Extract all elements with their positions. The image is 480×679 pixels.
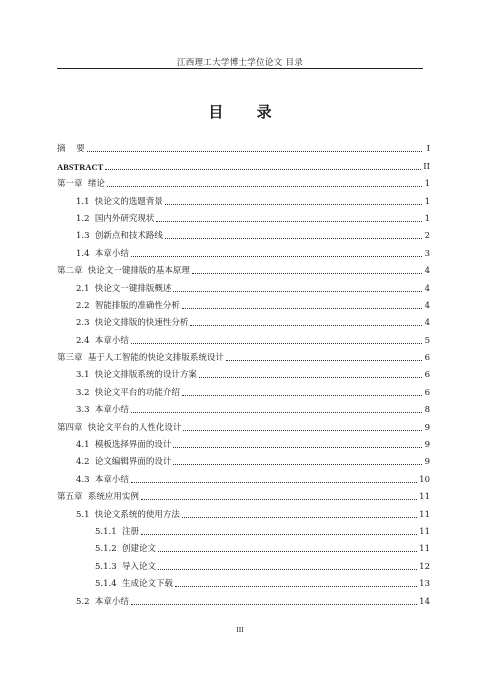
toc-entry-number: 2.1 bbox=[76, 283, 95, 294]
toc-entry-number: 1.2 bbox=[76, 213, 95, 224]
toc-entry-title: 创建论文 bbox=[122, 544, 157, 555]
toc-entry[interactable] bbox=[57, 416, 430, 433]
toc-entry[interactable] bbox=[57, 277, 430, 294]
toc-entry-page: 4 bbox=[424, 283, 430, 294]
toc-entry-page: 12 bbox=[419, 561, 430, 572]
toc-entry-page: 4 bbox=[424, 266, 430, 277]
toc-entry[interactable] bbox=[57, 155, 430, 172]
toc-entry[interactable] bbox=[57, 242, 430, 259]
toc-entry-title: 生成论文下载 bbox=[122, 579, 174, 590]
toc-entry-title: ABSTRACT bbox=[57, 161, 104, 172]
toc-entry-page: 9 bbox=[424, 457, 430, 468]
toc-entry-page: 6 bbox=[424, 387, 430, 398]
toc-entry-number: 第四章 bbox=[57, 422, 88, 433]
dot-leader bbox=[165, 203, 422, 205]
toc-entry[interactable] bbox=[57, 138, 430, 155]
toc-entry-title: 快论文系统的使用方法 bbox=[94, 509, 180, 520]
page-number: III bbox=[236, 625, 244, 634]
toc-entry[interactable] bbox=[57, 173, 430, 190]
toc-entry-page: 6 bbox=[424, 370, 430, 381]
toc-entry[interactable] bbox=[57, 434, 430, 451]
dot-leader bbox=[175, 585, 417, 587]
toc-entry-title: 摘 要 bbox=[57, 144, 85, 155]
toc-entry[interactable] bbox=[57, 347, 430, 364]
toc-entry-number: 5.1.1 bbox=[95, 526, 123, 537]
toc-entry-title: 本章小结 bbox=[94, 405, 129, 416]
toc-entry-title: 快论文平台的人性化设计 bbox=[87, 422, 182, 433]
toc-entry[interactable] bbox=[57, 590, 430, 607]
toc-entry-page: 1 bbox=[424, 179, 430, 190]
toc-entry[interactable] bbox=[57, 329, 430, 346]
toc-entry[interactable] bbox=[57, 208, 430, 225]
dot-leader bbox=[131, 342, 422, 344]
toc-entry-number: 3.3 bbox=[76, 405, 95, 416]
toc-entry-title: 创新点和技术路线 bbox=[94, 231, 163, 242]
toc-entry[interactable] bbox=[57, 364, 430, 381]
toc-entry-title: 国内外研究现状 bbox=[94, 213, 155, 224]
dot-leader bbox=[182, 516, 417, 518]
toc-entry-title: 本章小结 bbox=[94, 335, 129, 346]
toc-entry-page: 2 bbox=[424, 231, 430, 242]
toc-entry-number: 5.1.3 bbox=[95, 561, 123, 572]
toc-entry[interactable] bbox=[57, 451, 430, 468]
toc-entry-number: 3.1 bbox=[76, 370, 95, 381]
toc-entry-title: 基于人工智能的快论文排版系统设计 bbox=[87, 353, 224, 364]
toc-entry[interactable] bbox=[57, 399, 430, 416]
toc-entry-page: 13 bbox=[419, 579, 430, 590]
dot-leader bbox=[182, 394, 422, 396]
toc-entry-page: II bbox=[423, 161, 430, 172]
toc-entry-title: 注册 bbox=[122, 526, 140, 537]
toc-entry[interactable] bbox=[57, 260, 430, 277]
toc-entry-title: 导入论文 bbox=[122, 561, 157, 572]
toc-entry-number: 2.4 bbox=[76, 335, 95, 346]
toc-entry-page: 10 bbox=[419, 474, 430, 485]
dot-leader bbox=[173, 290, 422, 292]
dot-leader bbox=[182, 307, 422, 309]
dot-leader bbox=[105, 168, 421, 170]
toc-entry-number: 5.1 bbox=[76, 509, 95, 520]
dot-leader bbox=[131, 603, 417, 605]
toc-entry-number: 5.1.4 bbox=[95, 579, 123, 590]
toc-entry-number: 第五章 bbox=[57, 492, 88, 503]
dot-leader bbox=[165, 237, 422, 239]
toc-entry-page: 9 bbox=[424, 422, 430, 433]
toc-entry-page: 5 bbox=[424, 335, 430, 346]
toc-entry-title: 快论文的选题背景 bbox=[94, 196, 163, 207]
toc-entry-page: 1 bbox=[424, 196, 430, 207]
dot-leader bbox=[158, 550, 417, 552]
toc-entry[interactable] bbox=[57, 486, 430, 503]
toc-entry-number: 4.3 bbox=[76, 474, 95, 485]
dot-leader bbox=[107, 185, 422, 187]
toc-entry-title: 本章小结 bbox=[94, 474, 129, 485]
dot-leader bbox=[158, 568, 417, 570]
dot-leader bbox=[141, 498, 417, 500]
toc-entry-number: 1.1 bbox=[76, 196, 95, 207]
toc-entry-page: 14 bbox=[419, 596, 430, 607]
toc-entry-page: 11 bbox=[419, 492, 430, 503]
toc-entry[interactable] bbox=[57, 573, 430, 590]
toc-entry-title: 快论文一键排版概述 bbox=[94, 283, 172, 294]
toc-entry-page: 4 bbox=[424, 318, 430, 329]
dot-leader bbox=[131, 481, 417, 483]
toc-entry-title: 本章小结 bbox=[94, 596, 129, 607]
toc-entry-title: 系统应用实例 bbox=[87, 492, 139, 503]
dot-leader bbox=[173, 463, 422, 465]
dot-leader bbox=[141, 533, 417, 535]
toc-entry-page: 11 bbox=[419, 509, 430, 520]
header-rule bbox=[57, 68, 423, 69]
toc-entry-title: 论文编辑界面的设计 bbox=[94, 457, 172, 468]
dot-leader bbox=[156, 220, 422, 222]
table-of-contents bbox=[57, 138, 430, 608]
toc-entry-number: 5.1.2 bbox=[95, 544, 123, 555]
toc-entry-title: 绪论 bbox=[87, 179, 105, 190]
toc-entry[interactable] bbox=[57, 503, 430, 520]
toc-entry-number: 4.2 bbox=[76, 457, 95, 468]
toc-entry-number: 1.3 bbox=[76, 231, 95, 242]
toc-entry-number: 第一章 bbox=[57, 179, 88, 190]
dot-leader bbox=[131, 411, 422, 413]
dot-leader bbox=[192, 272, 422, 274]
toc-entry[interactable] bbox=[57, 538, 430, 555]
toc-entry[interactable] bbox=[57, 381, 430, 398]
toc-entry[interactable] bbox=[57, 225, 430, 242]
toc-entry-page: 3 bbox=[424, 248, 430, 259]
dot-leader bbox=[226, 359, 422, 361]
toc-entry[interactable] bbox=[57, 468, 430, 485]
toc-entry[interactable] bbox=[57, 555, 430, 572]
toc-entry-title: 快论文平台的功能介绍 bbox=[94, 387, 180, 398]
toc-entry-title: 快论文排版系统的设计方案 bbox=[94, 370, 197, 381]
toc-title: 目 录 bbox=[208, 103, 286, 121]
toc-entry[interactable] bbox=[57, 312, 430, 329]
running-header: 江西理工大学博士学位论文 目录 bbox=[176, 58, 304, 68]
toc-entry-number: 第二章 bbox=[57, 266, 88, 277]
toc-entry-title: 快论文排版的快速性分析 bbox=[94, 318, 189, 329]
toc-entry-title: 智能排版的准确性分析 bbox=[94, 300, 180, 311]
toc-entry-page: 1 bbox=[424, 213, 430, 224]
toc-entry-title: 模板选择界面的设计 bbox=[94, 440, 172, 451]
toc-entry-page: 4 bbox=[424, 300, 430, 311]
dot-leader bbox=[183, 429, 422, 431]
toc-entry-number: 2.3 bbox=[76, 318, 95, 329]
dot-leader bbox=[87, 150, 422, 152]
toc-entry-title: 本章小结 bbox=[94, 248, 129, 259]
toc-entry-number: 5.2 bbox=[76, 596, 95, 607]
toc-entry-page: 9 bbox=[424, 440, 430, 451]
toc-entry[interactable] bbox=[57, 521, 430, 538]
toc-entry-page: 8 bbox=[424, 405, 430, 416]
dot-leader bbox=[190, 324, 422, 326]
dot-leader bbox=[199, 376, 422, 378]
toc-entry[interactable] bbox=[57, 190, 430, 207]
toc-entry[interactable] bbox=[57, 295, 430, 312]
toc-entry-number: 1.4 bbox=[76, 248, 95, 259]
toc-entry-number: 4.1 bbox=[76, 440, 95, 451]
toc-entry-number: 第三章 bbox=[57, 353, 88, 364]
dot-leader bbox=[173, 446, 422, 448]
toc-entry-number: 2.2 bbox=[76, 300, 95, 311]
toc-entry-page: 6 bbox=[424, 353, 430, 364]
toc-entry-page: I bbox=[426, 144, 430, 155]
toc-entry-title: 快论文一键排版的基本原理 bbox=[87, 266, 190, 277]
toc-entry-page: 11 bbox=[419, 526, 430, 537]
toc-entry-number: 3.2 bbox=[76, 387, 95, 398]
dot-leader bbox=[131, 255, 422, 257]
toc-entry-page: 11 bbox=[419, 544, 430, 555]
